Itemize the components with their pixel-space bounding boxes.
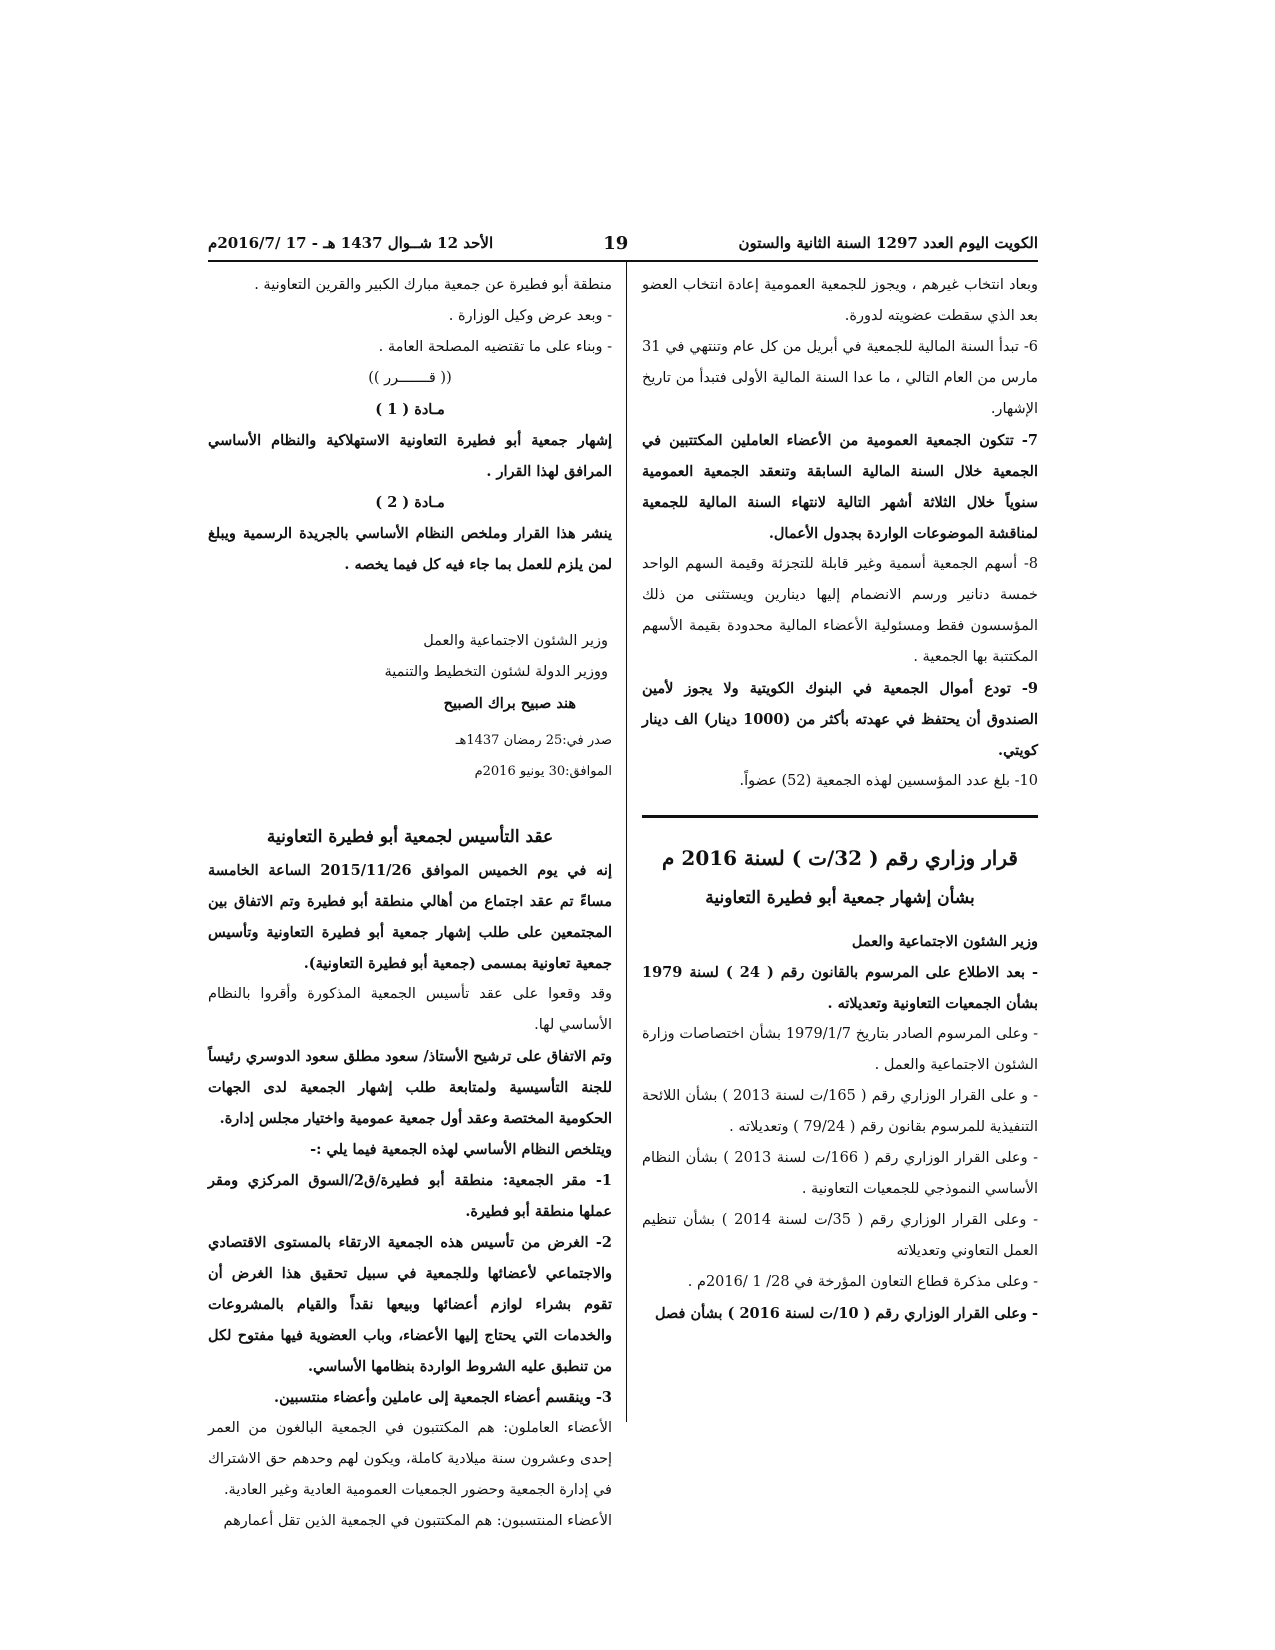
whereas-item: - و على القرار الوزاري رقم ( 165/ت لسنة 2013 ) بشأن اللائحة التنفيذية للمرسوم بقانون رقم ( 79/24 ) وتعديلاته . — [642, 1088, 1038, 1135]
paragraph: 8- أسهم الجمعية أسمية وغير قابلة للتجزئة وقيمة السهم الواحد خمسة دنانير ورسم الانضمام إليها دينارين ويستثنى من ذلك المؤسسون فقط ومسئولية الأعضاء المالية محدودة بقيمة الأسهم المكتتبة بها الجمعية . — [642, 556, 1038, 665]
contract-title: عقد التأسيس لجمعية أبو فطيرة التعاونية — [266, 827, 554, 847]
whereas-item: - بعد الاطلاع على المرسوم بالقانون رقم ( 24 ) لسنة 1979 بشأن الجمعيات التعاونية وتعديلاته . — [642, 964, 1039, 1012]
page-number: 19 — [603, 232, 629, 254]
decree-subtitle: بشأن إشهار جمعية أبو فطيرة التعاونية — [705, 888, 975, 908]
contract-paragraph: ويتلخص النظام الأساسي لهذه الجمعية فيما يلي :- — [310, 1141, 612, 1158]
contract-paragraph: 1- مقر الجمعية: منطقة أبو فطيرة/ق2/السوق المركزي ومقر عملها منطقة أبو فطيرة. — [208, 1172, 613, 1220]
section-separator — [642, 815, 1038, 818]
decision-heading: (( قـــــــرر )) — [368, 370, 452, 386]
paragraph: 6- تبدأ السنة المالية للجمعية في أبريل من كل عام وتنتهي في 31 مارس من العام التالي ، ما عدا السنة المالية الأولى فتبدأ من تاريخ الإشهار. — [642, 339, 1038, 417]
paragraph: 10- بلغ عدد المؤسسين لهذه الجمعية (52) عضواً. — [739, 773, 1038, 789]
right-column — [642, 270, 1038, 1329]
signature-block — [208, 626, 612, 719]
paragraph: 7- تتكون الجمعية العمومية من الأعضاء العاملين المكتتبين في الجمعية خلال السنة المالية السابقة وتنعقد الجمعية العمومية سنوياً خلال الثلاثة أشهر التالية لانتهاء السنة المالية للجمعية لمناقشة الموضوعات الواردة بجدول الأعمال. — [642, 432, 1038, 542]
whereas-item: - وعلى مذكرة قطاع التعاون المؤرخة في 28/ 1 /2016م . — [687, 1274, 1038, 1290]
whereas-item: - وعلى القرار الوزاري رقم ( 35/ت لسنة 2014 ) بشأن تنظيم العمل التعاوني وتعديلاته — [642, 1212, 1038, 1259]
contract-paragraph: الأعضاء المنتسبون: هم المكتتبون في الجمعية الذين تقل أعمارهم — [223, 1513, 612, 1529]
contract-paragraph: 2- الغرض من تأسيس هذه الجمعية الارتقاء بالمستوى الاقتصادي والاجتماعي لأعضائها وللجمعية في سبيل تحقيق هذا الغرض أن تقوم بشراء لوازم أعضائها وبيعها نقداً والقيام بالمشروعات والخدمات التي يحتاج إليها الأعضاء، وباب العضوية فيها مفتوح لكل من تنطبق عليه الشروط الواردة بنظامها الأساسي. — [208, 1234, 612, 1375]
signatory-name: هند صبيح براك الصبيح — [443, 695, 576, 712]
article-1-text: إشهار جمعية أبو فطيرة التعاونية الاستهلاكية والنظام الأساسي المرافق لهذا القرار . — [208, 432, 612, 480]
column-divider — [626, 262, 627, 1422]
whereas-item: - وعلى القرار الوزاري رقم ( 10/ت لسنة 2016 ) بشأن فصل — [654, 1305, 1038, 1322]
issue-date-block — [208, 725, 612, 787]
paragraph: منطقة أبو فطيرة عن جمعية مبارك الكبير والقرين التعاونية . — [254, 277, 612, 293]
header-date: الأحد 12 شــوال 1437 هـ - 17 /2016/7م — [208, 234, 494, 252]
signature-title-1: وزير الشئون الاجتماعية والعمل — [423, 633, 608, 649]
decree-issuer: وزير الشئون الاجتماعية والعمل — [851, 933, 1038, 950]
header-rule — [208, 260, 1038, 262]
paragraph: - وبعد عرض وكيل الوزارة . — [448, 308, 612, 324]
page-header — [208, 228, 1038, 258]
contract-paragraph: إنه في يوم الخميس الموافق 2015/11/26 الساعة الخامسة مساءً تم عقد اجتماع من أهالي منطقة أبو فطيرة وتم الاتفاق بين المجتمعين على طلب إشهار جمعية أبو فطيرة التعاونية وتأسيس جمعية تعاونية بمسمى (جمعية أبو فطيرة التعاونية). — [208, 862, 612, 972]
article-1-heading: مـادة ( 1 ) — [375, 401, 445, 418]
paragraph: وبعاد انتخاب غيرهم ، ويجوز للجمعية العمومية إعادة انتخاب العضو بعد الذي سقطت عضويته لدورة. — [642, 277, 1038, 324]
contract-paragraph: وتم الاتفاق على ترشيح الأستاذ/ سعود مطلق سعود الدوسري رئيساً للجنة التأسيسية ولمتابعة طلب إشهار الجمعية لدى الجهات الحكومية المختصة وعقد أول جمعية عمومية واختيار مجلس إدارة. — [208, 1048, 612, 1127]
article-2-text: ينشر هذا القرار وملخص النظام الأساسي بالجريدة الرسمية ويبلغ لمن يلزم للعمل بما جاء فيه كل فيما يخصه . — [208, 525, 612, 573]
decree-title: قرار وزاري رقم ( 32/ت ) لسنة 2016 م — [662, 846, 1018, 870]
whereas-item: - وعلى المرسوم الصادر بتاريخ 1979/1/7 بشأن اختصاصات وزارة الشئون الاجتماعية والعمل . — [642, 1026, 1038, 1073]
header-gazette-issue: الكويت اليوم العدد 1297 السنة الثانية والستون — [738, 234, 1038, 252]
whereas-item: - وعلى القرار الوزاري رقم ( 166/ت لسنة 2013 ) بشأن النظام الأساسي النموذجي للجمعيات التعاونية . — [642, 1150, 1039, 1197]
contract-paragraph: الأعضاء العاملون: هم المكتتبون في الجمعية البالغون من العمر إحدى وعشرون سنة ميلادية كاملة، ويكون لهم وحدهم حق الاشتراك في إدارة الجمعية وحضور الجمعيات العمومية العادية وغير العادية. — [208, 1420, 612, 1498]
left-column — [208, 270, 612, 1537]
issue-date-hijri: صدر في:25 رمضان 1437هـ — [455, 733, 612, 748]
paragraph: 9- تودع أموال الجمعية في البنوك الكويتية ولا يجوز لأمين الصندوق أن يحتفظ في عهدته بأكثر من (1000 دينار) الف دينار كويتي. — [642, 680, 1038, 759]
issue-date-gregorian: الموافق:30 يونيو 2016م — [474, 764, 612, 779]
contract-paragraph: وقد وقعوا على عقد تأسيس الجمعية المذكورة وأقروا بالنظام الأساسي لها. — [208, 986, 612, 1033]
article-2-heading: مـادة ( 2 ) — [375, 494, 445, 511]
contract-paragraph: 3- وينقسم أعضاء الجمعية إلى عاملين وأعضاء منتسبين. — [274, 1389, 612, 1406]
signature-title-2: ووزير الدولة لشئون التخطيط والتنمية — [384, 664, 608, 680]
paragraph: - وبناء على ما تقتضيه المصلحة العامة . — [378, 339, 612, 355]
